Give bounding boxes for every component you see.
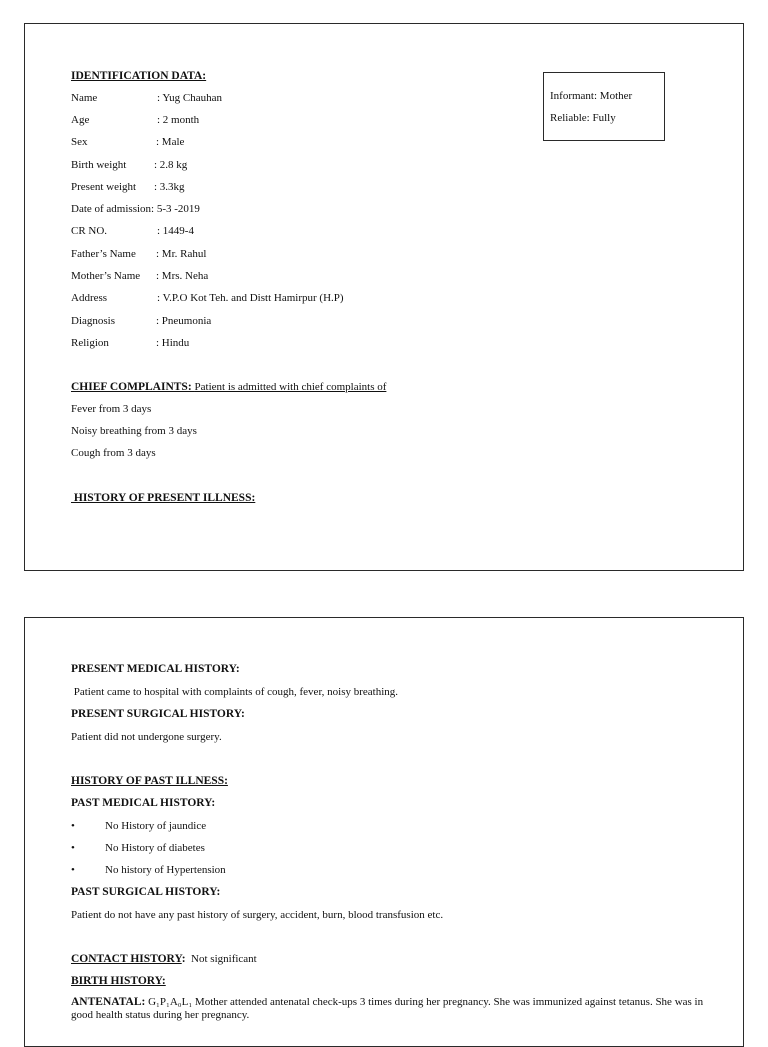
- contact-history-text: Not significant: [185, 953, 257, 965]
- bullet-icon: •: [71, 842, 75, 854]
- field-age: [71, 113, 199, 127]
- bullet-icon: •: [71, 820, 75, 832]
- field-value: : 3.3kg: [154, 181, 185, 193]
- field-value: : 1449-4: [157, 225, 194, 237]
- contact-history: [71, 952, 257, 966]
- field-label: Age: [71, 114, 90, 126]
- field-diagnosis: [71, 314, 211, 328]
- present-medical-heading: PRESENT MEDICAL HISTORY:: [71, 663, 240, 675]
- birth-history-heading: BIRTH HISTORY:: [71, 975, 166, 987]
- past-surgical-heading: PAST SURGICAL HISTORY:: [71, 886, 221, 898]
- past-illness-heading: HISTORY OF PAST ILLNESS:: [71, 775, 228, 787]
- field-value: : V.P.O Kot Teh. and Distt Hamirpur (H.P): [157, 292, 344, 304]
- field-mothers-name: [71, 269, 208, 283]
- field-sex: [71, 135, 184, 149]
- field-label: Birth weight: [71, 159, 127, 171]
- field-value: : Mrs. Neha: [156, 270, 209, 282]
- field-label: Father’s Name: [71, 248, 136, 260]
- chief-complaints-heading: CHIEF COMPLAINTS:: [71, 381, 195, 393]
- field-value: : 2 month: [157, 114, 200, 126]
- document-page-1: [24, 23, 744, 571]
- field-value: : 5-3 -2019: [151, 203, 200, 215]
- field-value: : Yug Chauhan: [157, 92, 222, 104]
- field-value: : Mr. Rahul: [156, 248, 207, 260]
- field-present-weight: [71, 180, 185, 194]
- complaint-item: Cough from 3 days: [71, 447, 156, 459]
- antenatal-heading: ANTENATAL:: [71, 996, 146, 1008]
- field-label: Name: [71, 92, 98, 104]
- present-medical-text: Patient came to hospital with complaints of cough, fever, noisy breathing.: [71, 686, 399, 698]
- field-birth-weight: [71, 158, 187, 172]
- past-medical-item: No History of diabetes: [105, 842, 205, 854]
- field-name: [71, 91, 222, 105]
- chief-complaints: [71, 380, 386, 394]
- contact-history-heading: CONTACT HISTORY: [71, 953, 182, 965]
- field-label: Mother’s Name: [71, 270, 141, 282]
- antenatal-paragraph: [71, 996, 711, 1022]
- present-surgical-text: Patient did not undergone surgery.: [71, 731, 222, 743]
- field-label: Sex: [71, 136, 88, 148]
- field-address: [71, 291, 344, 305]
- past-surgical-text: Patient do not have any past history of surgery, accident, burn, blood transfusion etc.: [71, 909, 444, 921]
- past-medical-item: No History of jaundice: [105, 820, 207, 832]
- field-value: : Male: [156, 136, 185, 148]
- past-medical-heading: PAST MEDICAL HISTORY:: [71, 797, 216, 809]
- field-value: : Pneumonia: [156, 315, 212, 327]
- field-value: : 2.8 kg: [154, 159, 188, 171]
- field-value: : Hindu: [156, 337, 190, 349]
- reliable-text: Reliable: Fully: [550, 112, 616, 124]
- field-religion: [71, 336, 189, 350]
- field-label: Present weight: [71, 181, 137, 193]
- field-label: CR NO.: [71, 225, 108, 237]
- present-surgical-heading: PRESENT SURGICAL HISTORY:: [71, 708, 245, 720]
- identification-heading: IDENTIFICATION DATA:: [71, 70, 207, 82]
- field-fathers-name: [71, 247, 206, 261]
- complaint-item: Fever from 3 days: [71, 403, 152, 415]
- chief-complaints-intro: Patient is admitted with chief complaints of: [194, 381, 387, 393]
- past-medical-item: No history of Hypertension: [105, 864, 226, 876]
- antenatal-text: G₁P₁A₀L₁ Mother attended antenatal check-ups 3 times during her pregnancy. She was immunized against tetanus. She was in good health status during her pregnancy.: [71, 996, 704, 1021]
- informant-box: [543, 72, 665, 141]
- field-cr-no: [71, 224, 194, 238]
- contact-history-colon: :: [181, 953, 186, 965]
- field-label: Date of admission: [71, 203, 152, 215]
- history-present-illness-heading: HISTORY OF PRESENT ILLNESS:: [71, 492, 256, 504]
- informant-text: Informant: Mother: [550, 90, 633, 102]
- field-label: Diagnosis: [71, 315, 115, 327]
- bullet-icon: •: [71, 864, 75, 876]
- field-label: Religion: [71, 337, 109, 349]
- field-date-of-admission: [71, 202, 200, 216]
- complaint-item: Noisy breathing from 3 days: [71, 425, 197, 437]
- document-page-2: [24, 617, 744, 1047]
- field-label: Address: [71, 292, 108, 304]
